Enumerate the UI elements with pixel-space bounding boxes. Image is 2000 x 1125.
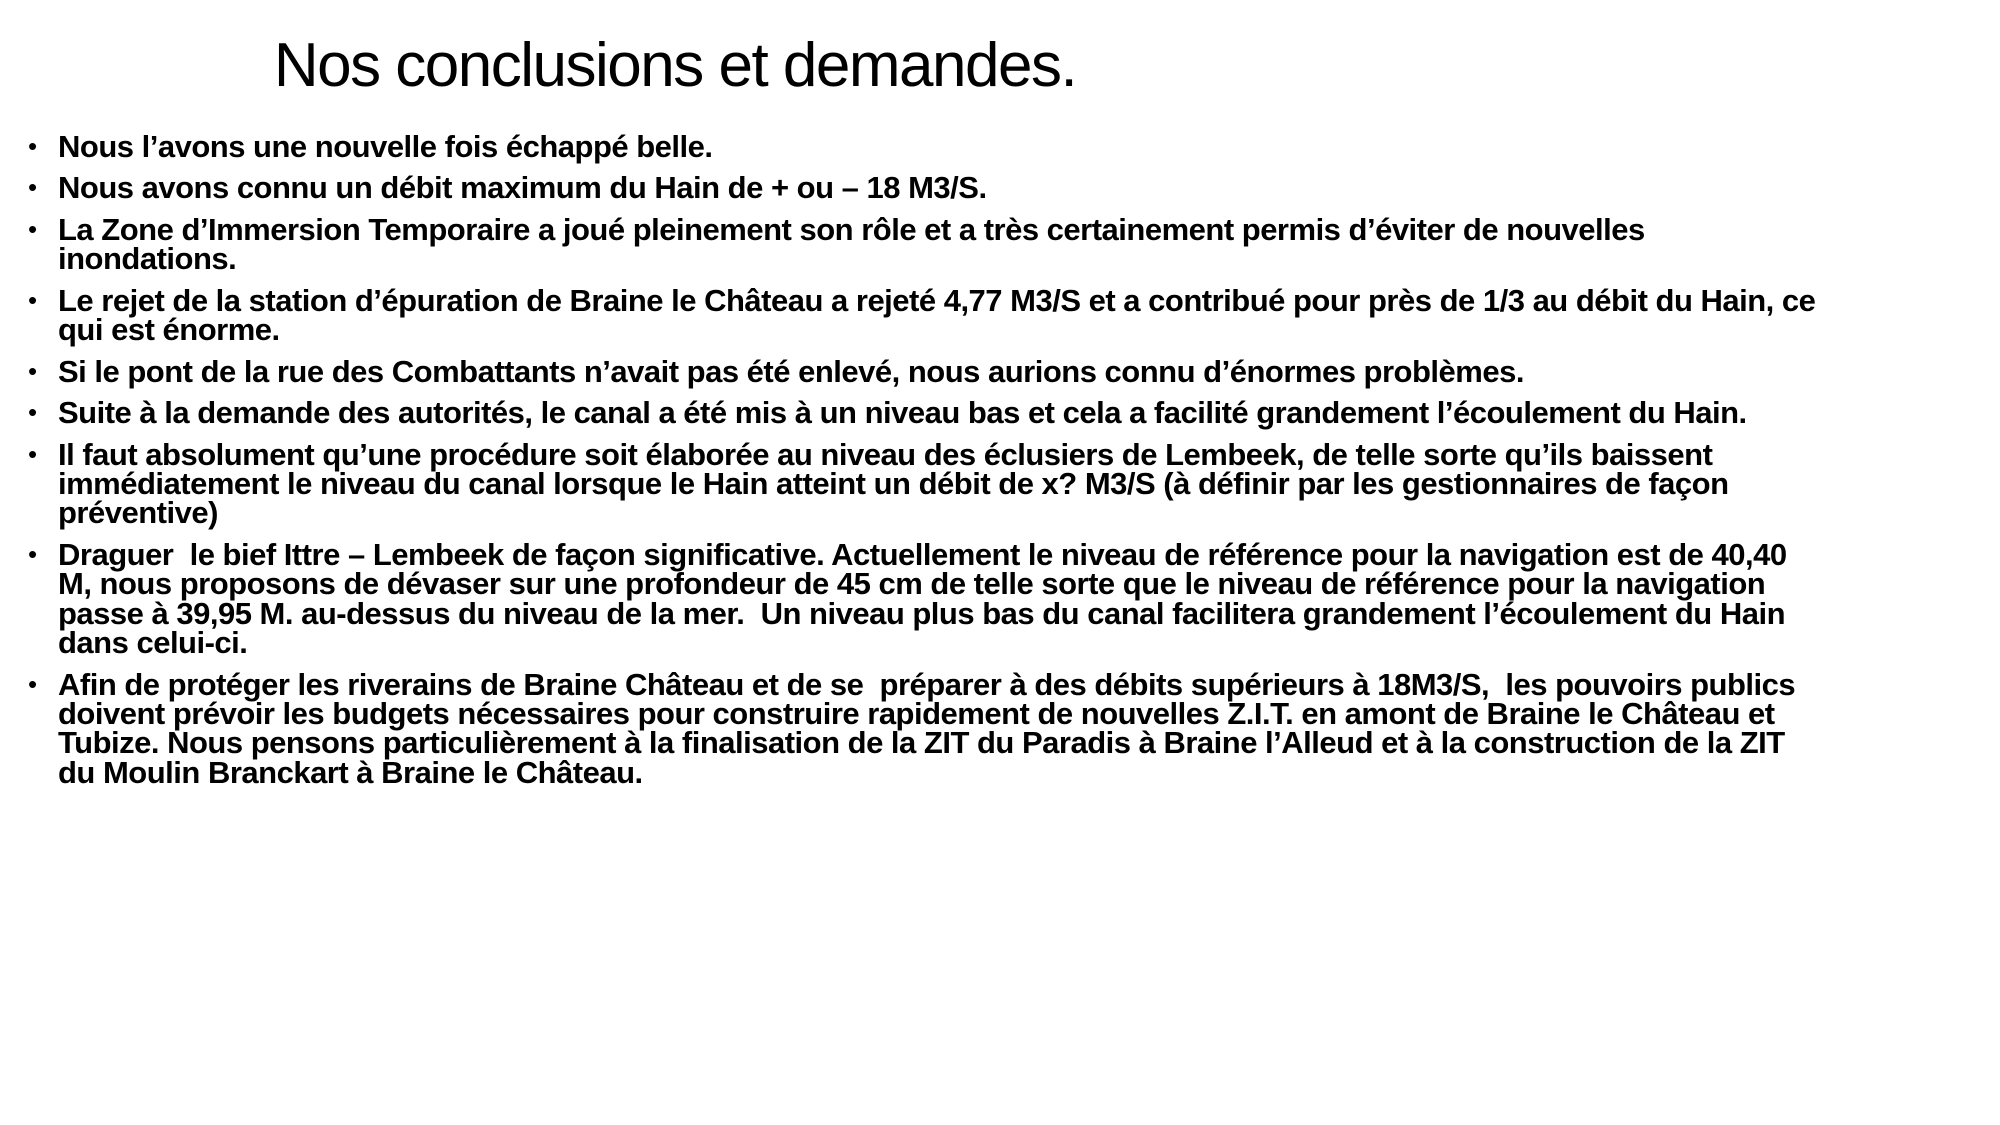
bullet-icon: •	[28, 172, 37, 203]
bullet-text: Draguer le bief Ittre – Lembeek de façon significative. Actuellement le niveau de référence pour la navigation est de 40,40 M, nous proposons de dévaser sur une profondeur de 45 cm de telle sorte que le niveau de référence pour la navigation passe à 39,95 M. au-dessus du niveau de la mer. Un niveau plus bas du canal facilitera grandement l’écoulement du Hain dans celui-ci.	[58, 536, 1795, 661]
bullet-icon: •	[28, 397, 37, 428]
bullet-item	[28, 170, 1828, 206]
bullet-icon: •	[28, 131, 37, 161]
bullet-text: Le rejet de la station d’épuration de Braine le Château a rejeté 4,77 M3/S et a contribué pour près de 1/3 au débit du Hain, ce qui est énorme.	[58, 282, 1824, 348]
bullet-text: Suite à la demande des autorités, le canal a été mis à un niveau bas et cela a facilité grandement l’écoulement du Hain.	[58, 395, 1747, 431]
bullet-icon: •	[28, 668, 37, 699]
bullet-item	[28, 666, 1828, 790]
bullet-icon: •	[28, 213, 37, 244]
bullet-text: La Zone d’Immersion Temporaire a joué pleinement son rôle et a très certainement permis d’éviter de nouvelles inondations.	[58, 211, 1653, 277]
bullet-icon: •	[28, 538, 37, 569]
bullet-text: Afin de protéger les riverains de Braine Château et de se préparer à des débits supérieurs à 18M3/S, les pouvoirs publics doivent prévoir les budgets nécessaires pour construire rapidement de nouvelles Z.I.T. en amont de Braine le Château et Tubize. Nous pensons particulièrement à la finalisation de la ZIT du Paradis à Braine l’Alleud et à la construction de la ZIT du Moulin Branckart à Braine le Château.	[58, 666, 1804, 790]
bullet-item	[28, 282, 1828, 348]
bullet-list	[28, 129, 1828, 799]
bullet-item	[28, 395, 1828, 431]
bullet-item	[28, 536, 1828, 661]
bullet-icon: •	[28, 438, 37, 469]
bullet-icon: •	[28, 284, 37, 315]
bullet-item	[28, 353, 1828, 389]
bullet-item	[28, 129, 1828, 164]
bullet-text: Nous l’avons une nouvelle fois échappé belle.	[58, 129, 713, 164]
bullet-text: Il faut absolument qu’une procédure soit élaborée au niveau des éclusiers de Lembeek, de telle sorte qu’ils baissent immédiatement le niveau du canal lorsque le Hain atteint un débit de x? M3/S (à définir par les gestionnaires de façon préventive)	[58, 436, 1737, 531]
bullet-text: Si le pont de la rue des Combattants n’avait pas été enlevé, nous aurions connu d’énormes problèmes.	[58, 353, 1524, 389]
bullet-item	[28, 436, 1828, 531]
bullet-icon: •	[28, 355, 37, 386]
bullet-text: Nous avons connu un débit maximum du Hain de + ou – 18 M3/S.	[58, 170, 987, 206]
slide-title: Nos conclusions et demandes.	[273, 31, 1077, 100]
bullet-item	[28, 211, 1828, 277]
